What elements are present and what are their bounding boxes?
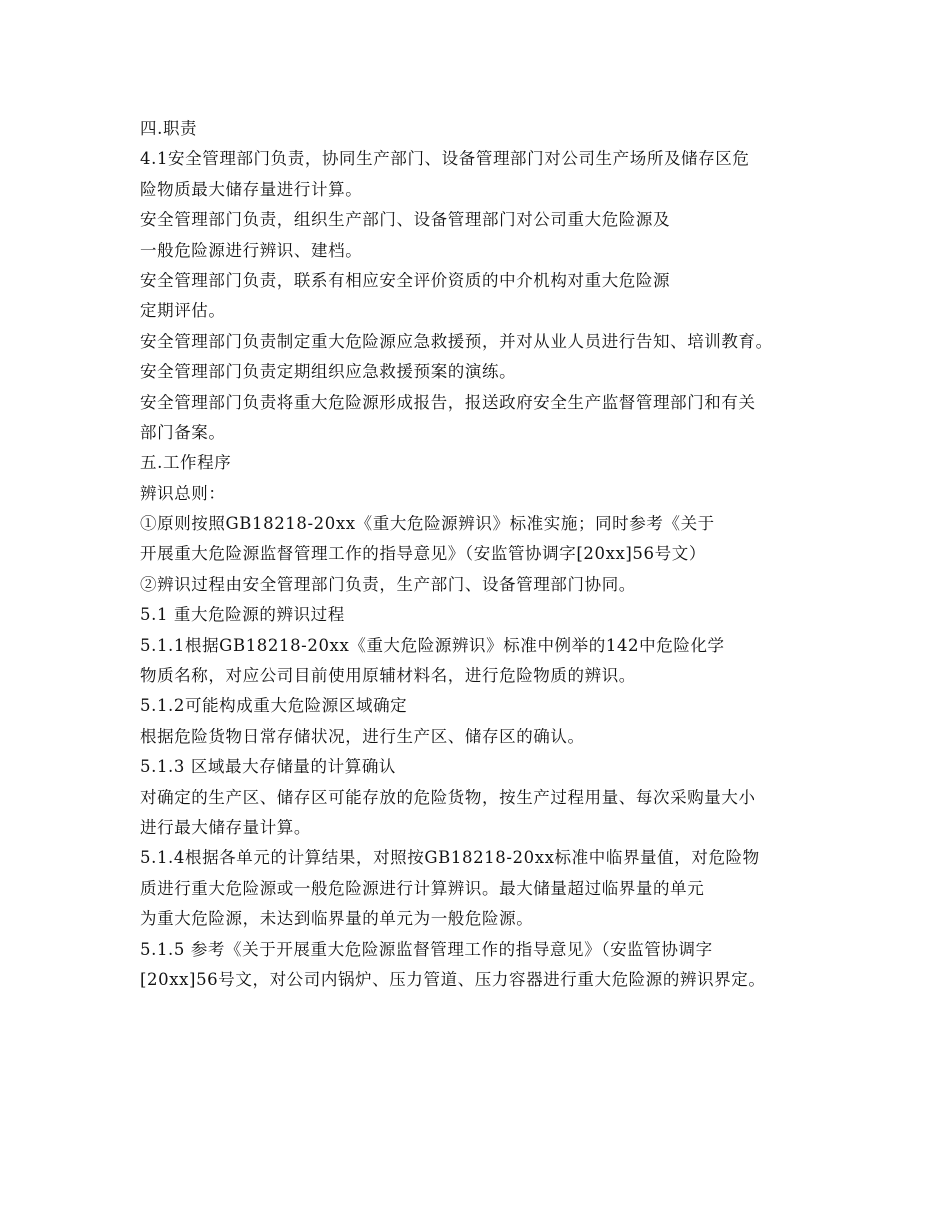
text-line: 5.1.3 区域最大存储量的计算确认 <box>140 757 397 777</box>
subsection-heading: 5.1 重大危险源的辨识过程 <box>140 605 345 625</box>
section-heading-procedure: 五.工作程序 <box>140 453 232 473</box>
text-line: 根据危险货物日常存储状况，进行生产区、储存区的确认。 <box>140 726 585 746</box>
text-line: 5.1.4根据各单元的计算结果，对照按GB18218-20xx标准中临界量值，对危险物 <box>140 848 760 868</box>
text-line: 部门备案。 <box>140 422 226 442</box>
text-line: 安全管理部门负责，联系有相应安全评价资质的中介机构对重大危险源 <box>140 270 671 290</box>
text-line: 安全管理部门负责定期组织应急救援预案的演练。 <box>140 362 517 382</box>
document-body <box>140 114 830 995</box>
text-line: 安全管理部门负责，组织生产部门、设备管理部门对公司重大危险源及 <box>140 210 671 230</box>
section-heading-duties: 四.职责 <box>140 119 198 138</box>
text-line: 安全管理部门负责将重大危险源形成报告，报送政府安全生产监督管理部门和有关 <box>140 392 756 412</box>
text-line: 险物质最大储存量进行计算。 <box>140 179 363 199</box>
text-line: 物质名称，对应公司目前使用原辅材料名，进行危险物质的辨识。 <box>140 666 636 686</box>
text-line: 辨识总则： <box>140 483 226 503</box>
text-line: 进行最大储存量计算。 <box>140 817 311 837</box>
text-line: 安全管理部门负责制定重大危险源应急救援预，并对从业人员进行告知、培训教育。 <box>140 331 773 351</box>
text-line: 质进行重大危险源或一般危险源进行计算辨识。最大储量超过临界量的单元 <box>140 878 705 898</box>
text-line: 对确定的生产区、储存区可能存放的危险货物，按生产过程用量、每次采购量大小 <box>140 787 756 807</box>
text-line: 4.1安全管理部门负责，协同生产部门、设备管理部门对公司生产场所及储存区危 <box>140 149 750 169</box>
text-line: 5.1.1根据GB18218-20xx《重大危险源辨识》标准中例举的142中危险化学 <box>140 635 725 655</box>
text-line: 5.1.2可能构成重大危险源区域确定 <box>140 696 408 716</box>
text-line: [20xx]56号文，对公司内锅炉、压力管道、压力容器进行重大危险源的辨识界定。 <box>140 969 766 989</box>
text-line: 一般危险源进行辨识、建档。 <box>140 240 363 260</box>
text-line: ①原则按照GB18218-20xx《重大危险源辨识》标准实施；同时参考《关于 <box>140 514 715 534</box>
text-line: ②辨识过程由安全管理部门负责，生产部门、设备管理部门协同。 <box>140 574 636 594</box>
text-line: 定期评估。 <box>140 301 226 321</box>
text-line: 为重大危险源，未达到临界量的单元为一般危险源。 <box>140 909 534 929</box>
text-line: 5.1.5 参考《关于开展重大危险源监督管理工作的指导意见》（安监管协调字 <box>140 939 713 959</box>
text-line: 开展重大危险源监督管理工作的指导意见》（安监管协调字[20xx]56号文） <box>140 544 706 564</box>
